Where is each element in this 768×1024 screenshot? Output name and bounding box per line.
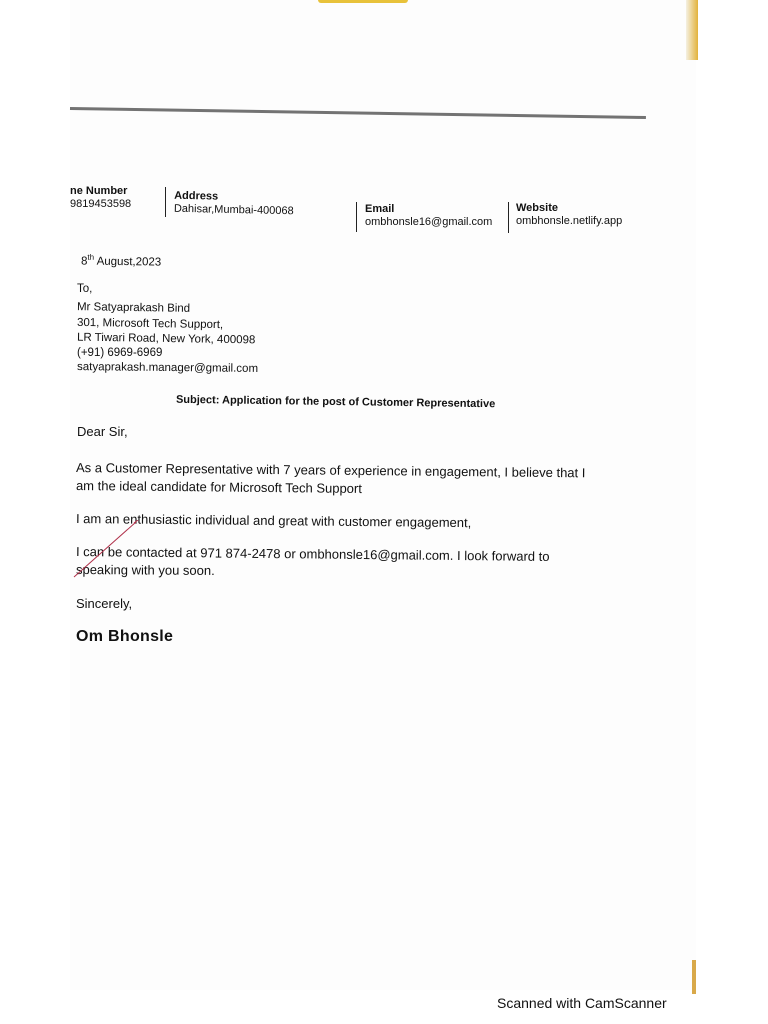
phone-label: ne Number [70, 185, 128, 197]
scanner-watermark: Scanned with CamScanner [497, 995, 667, 1011]
date-day: 8 [80, 255, 88, 268]
recipient-address-1: 301, Microsoft Tech Support, [76, 316, 224, 332]
date-suffix: th [87, 252, 95, 262]
website-block [516, 202, 622, 228]
paragraph-3-line-2: speaking with you soon. [75, 562, 215, 578]
paragraph-1-line-2: am the ideal candidate for Microsoft Tech Support [75, 478, 362, 496]
paragraph-1-line-1: As a Customer Representative with 7 years of experience in engagement, I believe that I [75, 460, 586, 481]
closing: Sincerely, [76, 596, 133, 611]
address-label: Address [174, 189, 219, 203]
signature-name: Om Bhonsle [76, 628, 174, 645]
date-rest: August,2023 [93, 255, 162, 269]
header-separator [356, 202, 357, 232]
paper-edge [692, 960, 696, 994]
header-separator [508, 202, 509, 233]
recipient-address-2: LR Tiwari Road, New York, 400098 [76, 331, 256, 347]
letter-date [80, 252, 162, 269]
background-object [318, 0, 408, 3]
to-line: To, [77, 283, 93, 295]
website-value: ombhonsle.netlify.app [516, 215, 623, 227]
recipient-name: Mr Satyaprakash Bind [76, 301, 191, 315]
website-label: Website [516, 202, 558, 214]
phone-value: 9819453598 [70, 198, 132, 210]
paper-sheet [70, 0, 696, 990]
email-value: ombhonsle16@gmail.com [365, 216, 493, 228]
phone-block [70, 185, 131, 211]
recipient-phone: (+91) 6969-6969 [77, 347, 163, 359]
paragraph-3-line-1: I can be contacted at 971 874-2478 or ombhonsle16@gmail.com. I look forward to [75, 544, 550, 564]
header-separator [165, 187, 166, 217]
email-label: Email [365, 203, 395, 215]
paragraph-2: I am an enthusiastic individual and great with customer engagement, [75, 511, 472, 531]
email-block [365, 203, 492, 229]
address-value: Dahisar,Mumbai-400068 [173, 202, 294, 218]
letter-subject: Subject: Application for the post of Customer Representative [175, 393, 496, 411]
recipient-email: satyaprakash.manager@gmail.com [76, 361, 259, 375]
paper-edge [686, 0, 698, 60]
address-block [174, 190, 294, 219]
salutation: Dear Sir, [77, 424, 128, 439]
